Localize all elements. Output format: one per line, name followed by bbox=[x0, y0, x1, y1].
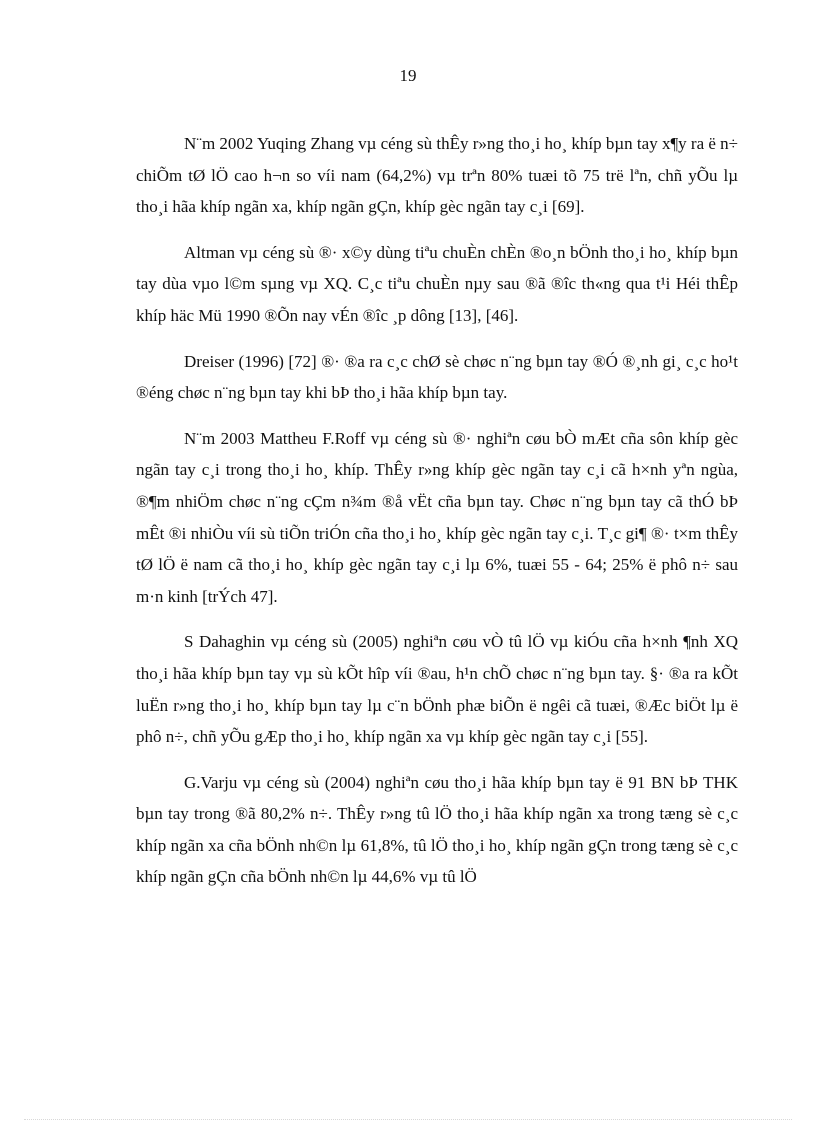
paragraph-1: N¨m 2002 Yuqing Zhang vµ céng sù thÊy r»ng tho¸i ho¸ khíp bµn tay x¶y ra ë n÷ chiÕm tØ lÖ cao h¬n so víi nam (64,2%) vµ trªn 80% tuæi tõ 75 trë lªn, chñ yÕu lµ tho¸i hãa khíp ngãn xa, khíp ngãn gÇn, khíp gèc ngãn tay c¸i [69]. bbox=[136, 134, 738, 217]
paragraph-6: G.Varju vµ céng sù (2004) nghiªn cøu tho¸i hãa khíp bµn tay ë 91 BN bÞ THK bµn tay trong ®ã 80,2% n÷. ThÊy r»ng tû lÖ tho¸i hãa khíp ngãn xa trong tæng sè c¸c khíp ngãn xa cña bÖnh nh©n lµ 61,8%, tû lÖ tho¸i ho¸ khíp ngãn gÇn trong tæng sè c¸c khíp ngãn gÇn cña bÖnh nh©n lµ 44,6% vµ tû lÖ bbox=[136, 772, 738, 887]
page-bottom-divider bbox=[24, 1119, 792, 1120]
paragraph-2: Altman vµ céng sù ®· x©y dùng tiªu chuÈn chÈn ®o¸n bÖnh tho¸i ho¸ khíp bµn tay dùa vµo l©m sµng vµ XQ. C¸c tiªu chuÈn nµy sau ®ã ®îc th«ng qua t¹i Héi thÊp khíp häc Mü 1990 ®Õn nay vÉn ®îc ¸p dông [13], [46]. bbox=[136, 242, 738, 325]
body-text bbox=[136, 128, 738, 907]
paragraph-3: Dreiser (1996) [72] ®· ®a ra c¸c chØ sè chøc n¨ng bµn tay ®Ó ®¸nh gi¸ c¸c ho¹t ®éng chøc n¨ng bµn tay khi bÞ tho¸i hãa khíp bµn tay. bbox=[136, 351, 738, 403]
paragraph-5: S Dahaghin vµ céng sù (2005) nghiªn cøu vÒ tû lÖ vµ kiÓu cña h×nh ¶nh XQ tho¸i hãa khíp bµn tay vµ sù kÕt hîp víi ®au, h¹n chÕ chøc n¨ng bµn tay. §· ®a ra kÕt luËn r»ng tho¸i ho¸ khíp bµn tay lµ c¨n bÖnh phæ biÕn ë ngêi cã tuæi, ®Æc biÖt lµ ë phô n÷, chñ yÕu gÆp tho¸i ho¸ khíp ngãn xa vµ khíp gèc ngãn tay c¸i [55]. bbox=[136, 632, 738, 747]
page-number: 19 bbox=[399, 66, 417, 85]
paragraph-4: N¨m 2003 Mattheu F.Roff vµ céng sù ®· nghiªn cøu bÒ mÆt cña sôn khíp gèc ngãn tay c¸i trong tho¸i ho¸ khíp. ThÊy r»ng khíp gèc ngãn tay c¸i cã h×nh yªn ngùa, ®¶m nhiÖm chøc n¨ng cÇm n¾m ®å vËt cña bµn tay. Chøc n¨ng bµn tay cã thÓ bÞ mÊt ®i nhiÒu víi sù tiÕn triÓn cña tho¸i ho¸ khíp gèc ngãn tay c¸i. T¸c gi¶ ®· t×m thÊy tØ lÖ ë nam cã tho¸i ho¸ khíp gèc ngãn tay c¸i lµ 6%, tuæi 55 - 64; 25% ë phô n÷ sau m·n kinh [trÝch 47]. bbox=[136, 428, 738, 606]
